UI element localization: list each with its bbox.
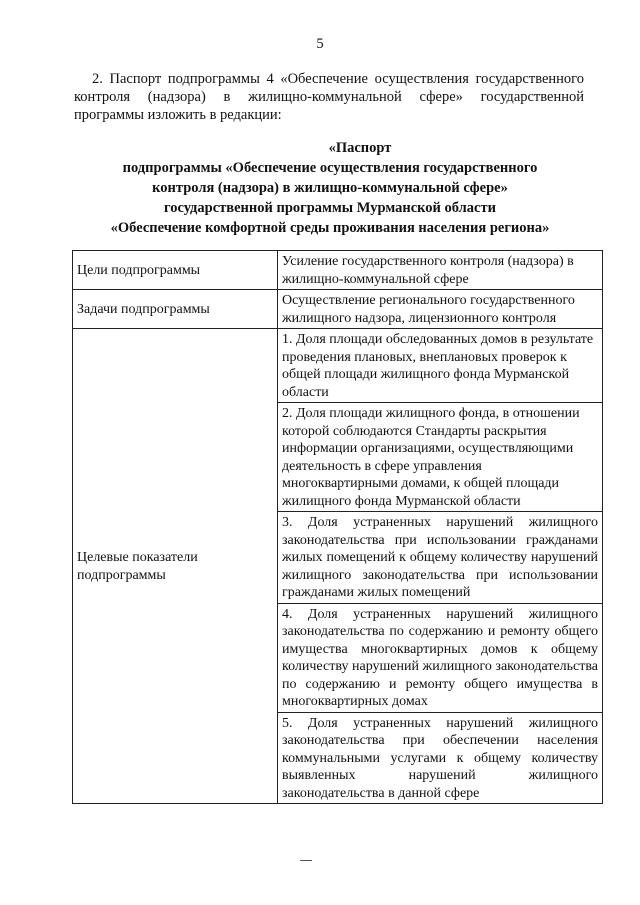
table-row — [73, 251, 603, 290]
footer-mark — [300, 860, 312, 861]
indicator-5: 5. Доля устраненных нарушений жилищного законодательства при обеспечении населения коммунальными услугами к общему количеству выявленных нарушений жилищного законодательства в данной сфере — [278, 712, 603, 804]
tasks-value: Осуществление регионального государственного жилищного надзора, лицензионного контроля — [278, 290, 603, 329]
indicator-2: 2. Доля площади жилищного фонда, в отношении которой соблюдаются Стандарты раскрытия информации организациями, осуществляющими деятельность в сфере управления многоквартирными домами, к общей площади жилищного фонда Мурманской области — [278, 403, 603, 512]
passport-table — [72, 250, 603, 804]
indicator-4: 4. Доля устраненных нарушений жилищного законодательства по содержанию и ремонту общего имущества многоквартирных домов к общему количеству нарушений жилищного законодательства по содержанию и ремонту общего имущества в многоквартирных домах — [278, 603, 603, 712]
title-line-5: «Обеспечение комфортной среды проживания населения региона» — [110, 220, 550, 236]
goals-value: Усиление государственного контроля (надзора) в жилищно-коммунальной сфере — [278, 251, 603, 290]
passport-title — [60, 138, 600, 238]
title-line-3: контроля (надзора) в жилищно-коммунальной сфере» — [152, 180, 508, 196]
goals-label: Цели подпрограммы — [73, 251, 278, 290]
tasks-label: Задачи подпрограммы — [73, 290, 278, 329]
page-number: 5 — [316, 36, 324, 52]
indicator-3: 3. Доля устраненных нарушений жилищного законодательства при использовании гражданами жилых помещений к общему количеству нарушений жилищного законодательства при использовании гражданами жилых помещений — [278, 512, 603, 604]
title-line-1: «Паспорт — [328, 140, 392, 156]
title-line-4: государственной программы Мурманской области — [164, 200, 496, 216]
table-row — [73, 329, 603, 403]
indicator-1: 1. Доля площади обследованных домов в результате проведения плановых, внеплановых проверок к общей площади жилищного фонда Мурманской области — [278, 329, 603, 403]
title-line-2: подпрограммы «Обеспечение осуществления государственного — [122, 160, 538, 176]
indicators-label: Целевые показатели подпрограммы — [73, 329, 278, 804]
intro-paragraph: 2. Паспорт подпрограммы 4 «Обеспечение осуществления государственного контроля (надзора) в жилищно-коммунальной сфере» государственной программы изложить в редакции: — [74, 71, 584, 123]
table-row — [73, 290, 603, 329]
